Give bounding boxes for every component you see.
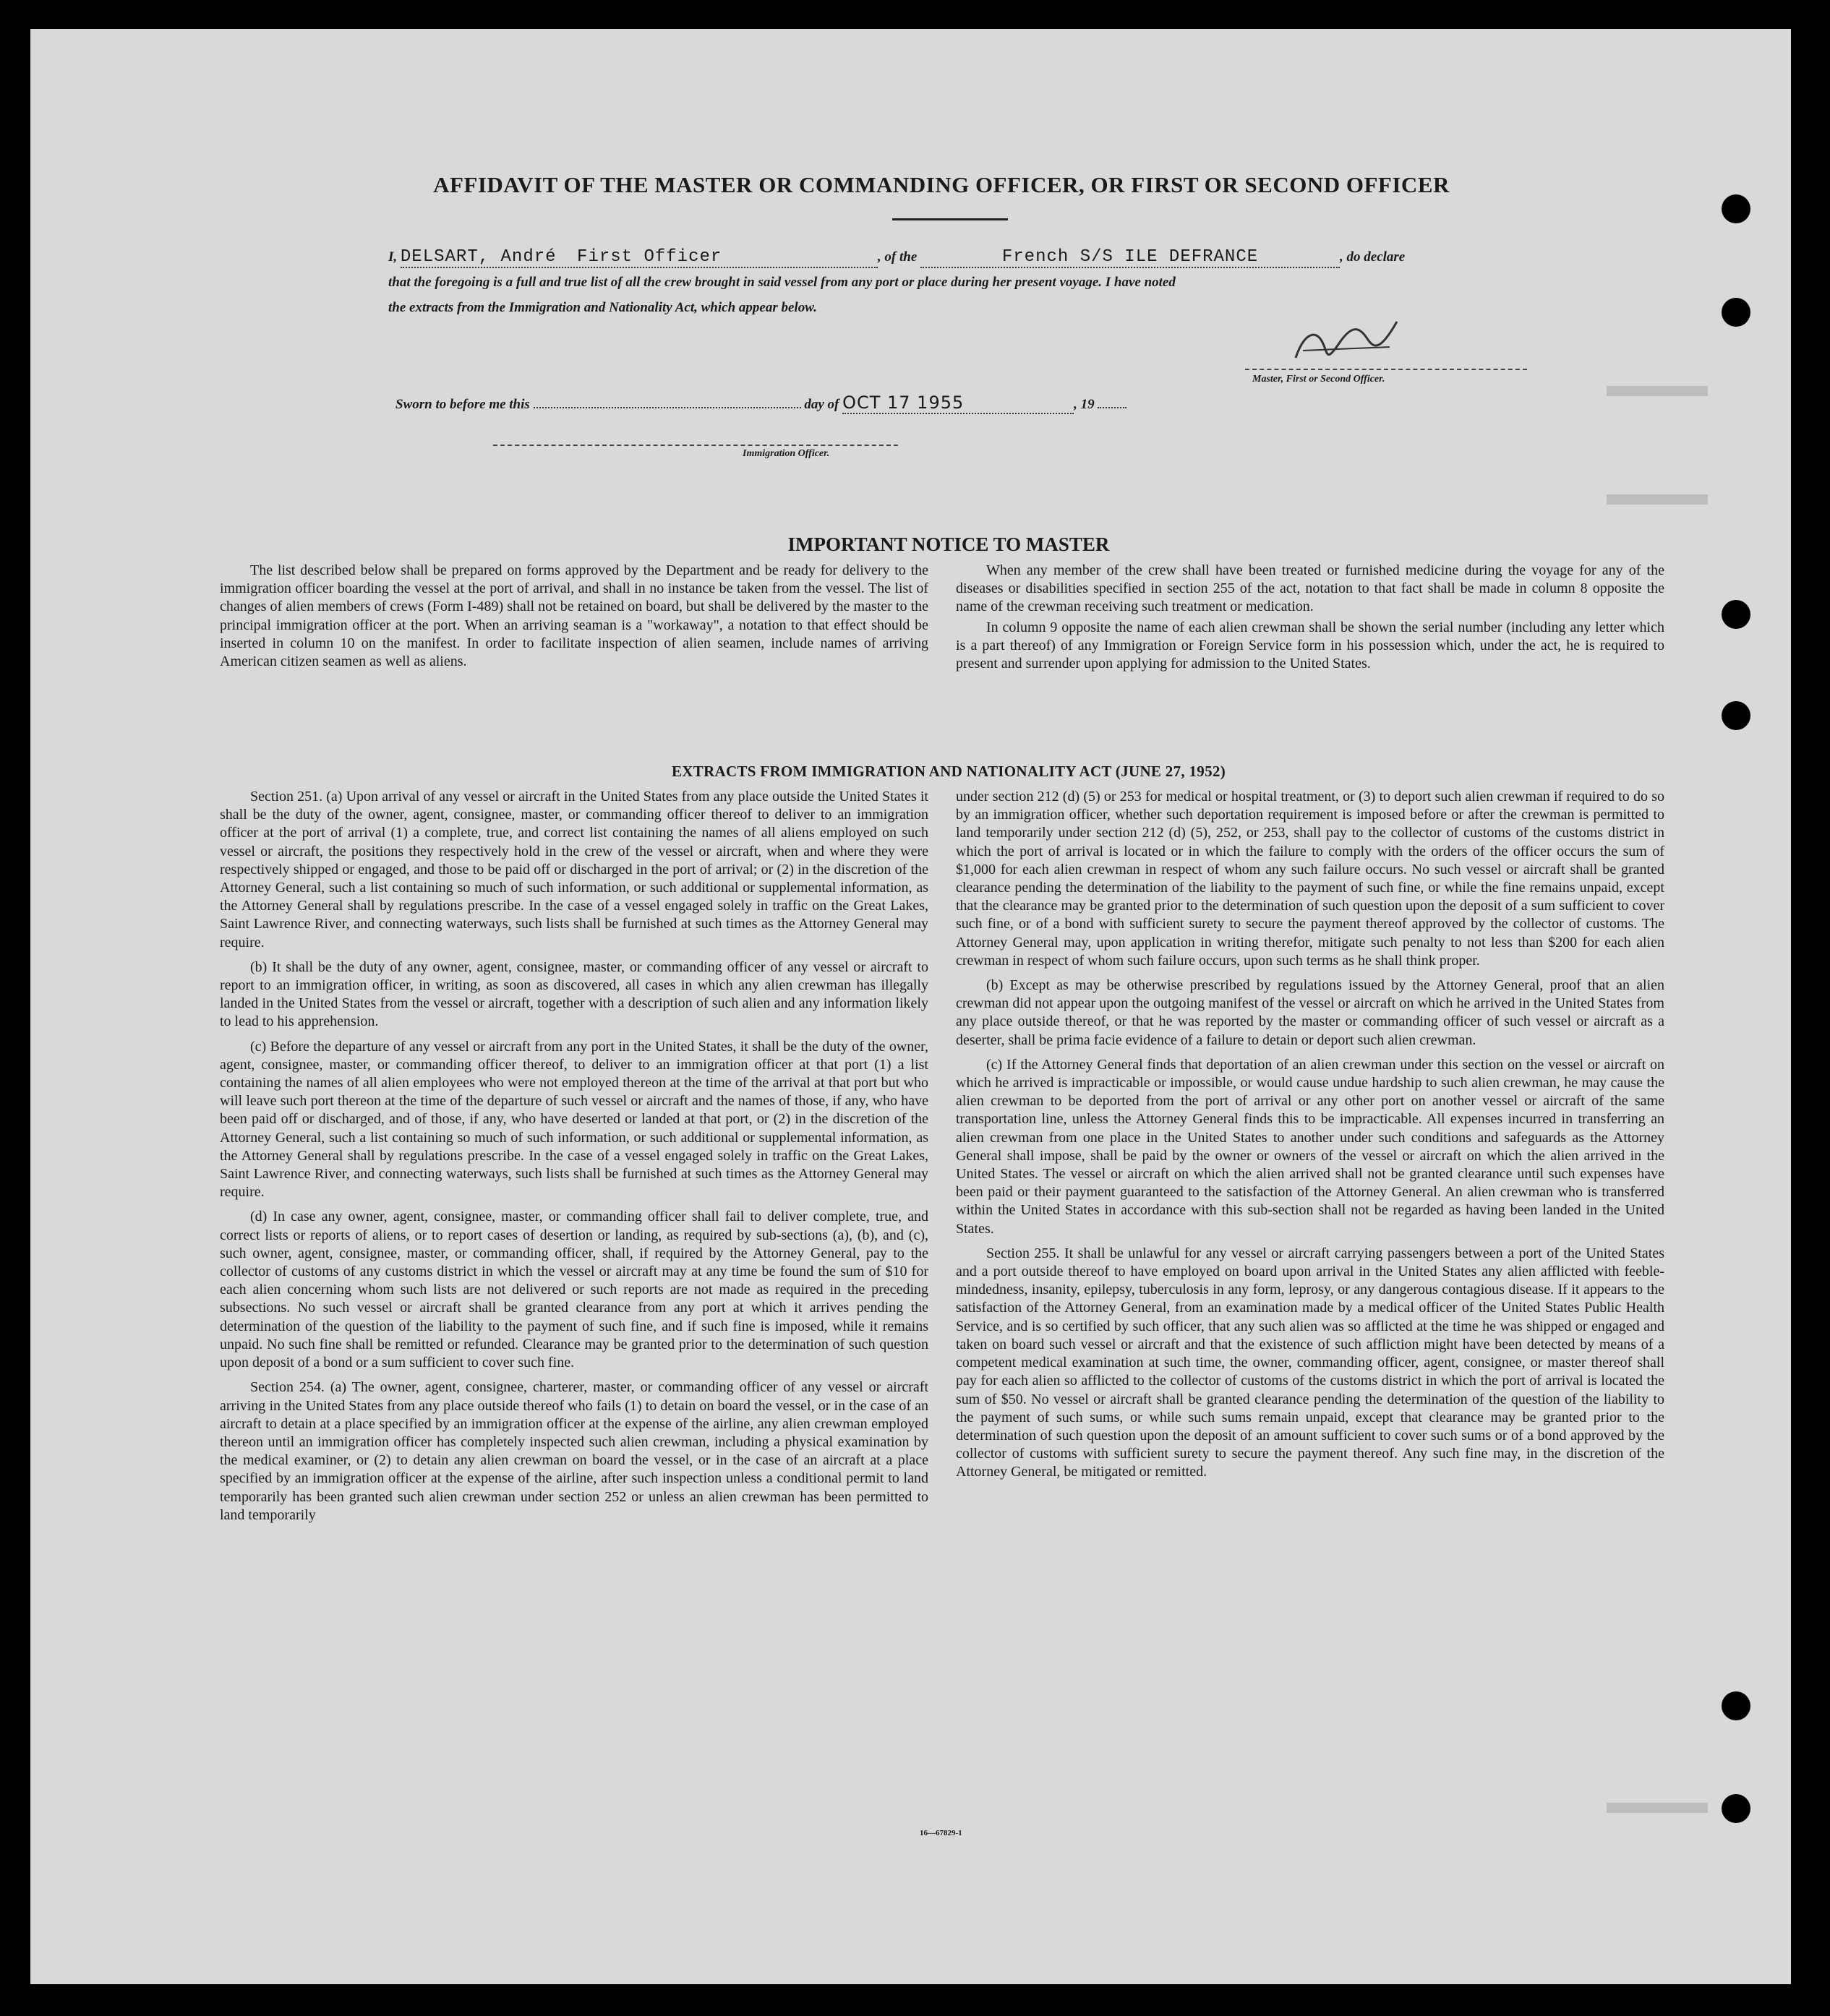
section-251a: Section 251. (a) Upon arrival of any vessel or aircraft in the United States from any place outside the United States it shall be the duty of the owner, agent, consignee, master, or commanding officer thereof to deliver to an immigration officer at the port of arrival (1) a complete, true, and correct list containing the names of all aliens employed on such vessel or aircraft, the positions they respectively hold in the crew of the vessel or aircraft, when and where they were respectively shipped or engaged, and those to be paid off or discharged in the port of arrival; or (2) in the discretion of the Attorney General, such a list containing so much of such information, or such additional or supplemental information, as the Attorney General shall by regulations prescribe. In the case of a vessel engaged solely in traffic on the Great Lakes, Saint Lawrence River, and connecting waterways, such lists shall be furnished at such times as the Attorney General may require.: [220, 789, 928, 951]
binder-hole: [1722, 600, 1750, 629]
section-251c: (c) Before the departure of any vessel or aircraft from any port in the United States, it shall be the duty of the owner, agent, consignee, master, or commanding officer thereof, to deliver to an immigration officer at that port (1) a list containing the names of all alien employees who were not employed thereon at the time of the arrival at that port but who will leave such port thereon at the time of the departure of such vessel or aircraft and the names of those, if any, who have been paid off or discharged, and of those, if any, who have deserted or landed at that port, or (2) in the discretion of the Attorney General, such a list containing so much of such information, or such additional or supplemental information, as the Attorney General shall by regulations prescribe. In the case of a vessel engaged solely in traffic on the Great Lakes, Saint Lawrence River, and connecting waterways, such lists shall be furnished at such times as the Attorney General may require.: [220, 1038, 928, 1201]
binder-hole: [1722, 701, 1750, 730]
declaration-line-2: that the foregoing is a full and true list of all the crew brought in said vessel from any port or place during her present voyage. I have noted: [388, 275, 1176, 290]
section-255: Section 255. It shall be unlawful for any vessel or aircraft carrying passengers between a port of the United States and a port outside thereof to have employed on board upon arrival in the United States any alien afflicted with feeble-mindedness, insanity, epilepsy, tuberculosis in any form, leprosy, or any dangerous contagious disease. If it appears to the satisfaction of the Attorney General, from an examination made by a medical officer of the United States Public Health Service, and is so certified by such officer, that any such alien was so afflicted at the time he was shipped or engaged and taken on board such vessel or aircraft and that the existence of such affliction might have been detected by means of a competent medical examination at such time, the owner, commanding officer, agent, consignee, or master thereof shall pay for each alien so afflicted to the collector of customs of the customs district in which the port of arrival is located the sum of $50. No vessel or aircraft shall be granted clearance pending the determination of the question of the liability to the payment of such sums, or while such sums remain unpaid, except that clearance may be granted prior to the determination of such question upon the deposit of an amount sufficient to cover such sums or of a bond approved by the collector of customs with sufficient surety to secure the payment thereof. Any such fine may, in the discretion of the Attorney General, be mitigated or remitted.: [956, 1245, 1664, 1480]
signature-line: [1245, 369, 1527, 370]
officer-signature: [1281, 307, 1404, 372]
notice-right-column: [956, 562, 1664, 679]
officer-rank-field: First Officer: [577, 247, 722, 267]
immigration-officer-caption: Immigration Officer.: [743, 448, 830, 459]
extracts-title: EXTRACTS FROM IMMIGRATION AND NATIONALITY ACT (JUNE 27, 1952): [672, 763, 1226, 780]
sworn-line: [395, 393, 1523, 414]
affidavit-title: AFFIDAVIT OF THE MASTER OR COMMANDING OFFICER, OR FIRST OR SECOND OFFICER: [433, 172, 1450, 197]
form-code: 16—67829-1: [920, 1829, 962, 1837]
notice-title: IMPORTANT NOTICE TO MASTER: [787, 533, 1110, 555]
of-the-label: , of the: [877, 249, 918, 265]
section-254c: (c) If the Attorney General finds that deportation of an alien crewman under this section on the vessel or aircraft on which he arrived is impracticable or impossible, or would cause undue hardship to such alien crewman, he may cause the alien crewman to be deported from the port of arrival or any other port on another vessel or aircraft of the same transportation line, unless the Attorney General finds this to be impracticable. All expenses incurred in transferring an alien crewman from one place in the United States to another under such conditions and safeguards as the Attorney General shall impose, shall be paid by the owner or owners of the vessel or aircraft on which the alien arrived in the United States. The vessel or aircraft on which the alien arrived shall not be granted clearance until such expenses have been paid or their payment guaranteed to the satisfaction of the Attorney General. An alien crewman who is transferred within the United States in accordance with this sub-section shall not be regarded as having been landed in the United States.: [956, 1056, 1664, 1237]
signature-caption: Master, First or Second Officer.: [1252, 374, 1385, 385]
section-251b: (b) It shall be the duty of any owner, agent, consignee, master, or commanding officer of any vessel or aircraft to report to an immigration officer, in writing, as soon as discovered, all cases in which any alien crewman has illegally landed in the United States from the vessel or aircraft, together with a description of such alien and any information likely to lead to his apprehension.: [220, 958, 928, 1030]
notice-left-column: [220, 562, 928, 677]
binder-hole: [1722, 1691, 1750, 1720]
notice-paragraph: In column 9 opposite the name of each alien crewman shall be shown the serial number (including any letter which is a part thereof) of any Immigration or Foreign Service form in his possession which, under the act, he is required to present and surrender upon applying for admission to the United States.: [956, 619, 1664, 672]
binder-hole: [1722, 194, 1750, 223]
bleed-through-mark: [1607, 369, 1708, 396]
bleed-through-mark: [1607, 1785, 1708, 1813]
section-254a: Section 254. (a) The owner, agent, consignee, charterer, master, or commanding officer of any vessel or aircraft arriving in the United States from any place outside thereof who fails (1) to detain on board the vessel, or in the case of an aircraft to detain at a place specified by an immigration officer at the expense of the airline, any alien crewman employed thereon until an immigration officer has completely inspected such alien crewman, including a physical examination by the medical examiner, or (2) to detain any alien crewman on board the vessel, or in the case of an aircraft at a place specified by an immigration officer at the expense of the airline, after such inspection unless a conditional permit to land temporarily has been granted such alien crewman under section 252 or unless an alien crewman has been permitted to land temporarily: [220, 1379, 928, 1523]
immigration-officer-line: [493, 445, 898, 446]
section-254a-continued: under section 212 (d) (5) or 253 for medical or hospital treatment, or (3) to deport such alien crewman if required to do so by an immigration officer, whether such deportation requirement is imposed before or after the crewman is permitted to land temporarily under section 212 (d) (5), 252, or 253, shall pay to the collector of customs of the customs district in which the port of arrival is located or in which the failure to comply with the orders of the officer occurs the sum of $1,000 for each alien crewman in respect of whom any such failure occurs. No such vessel or aircraft shall be granted clearance pending the determination of the liability to the payment of such fine, or while the fine remains unpaid, except that the clearance may be granted prior to the determination of such question upon the deposit of a sum sufficient to cover such fine, or of a bond with sufficient surety to secure the payment thereof approved by the collector of customs. The Attorney General may, upon application in writing therefor, mitigate such penalty to not less than $200 for each alien crewman in respect of whom such failure occurs, upon such terms as he shall think proper.: [956, 789, 1664, 969]
day-of-label: day of: [804, 397, 839, 412]
sworn-date-stamp: OCT 17 1955: [842, 393, 965, 413]
binder-hole: [1722, 1794, 1750, 1823]
bleed-through-mark: [1607, 477, 1708, 505]
officer-name-field: DELSART, André: [400, 247, 557, 267]
declaration-line-3: the extracts from the Immigration and Nationality Act, which appear below.: [388, 300, 817, 315]
extracts-left-column: [220, 788, 928, 1531]
binder-hole: [1722, 298, 1750, 327]
notice-paragraph: The list described below shall be prepared on forms approved by the Department and be ready for delivery to the immigration officer boarding the vessel at the port of arrival, and shall in no instance be taken from the vessel. The list of changes of alien members of crews (Form I-489) shall not be retained on board, but shall be delivered by the master to the principal immigration officer at the port. When an arriving seaman is a "workaway", a notation to that effect should be inserted in column 10 on the manifest. In order to facilitate inspection of alien seamen, include names of arriving American citizen seamen as well as aliens.: [220, 562, 928, 670]
do-declare-label: , do declare: [1340, 249, 1406, 265]
title-rule: [892, 218, 1008, 220]
decl-i: I,: [388, 249, 398, 265]
declaration-line-1: [388, 247, 1516, 268]
sworn-label: Sworn to before me this: [395, 397, 530, 412]
section-251d: (d) In case any owner, agent, consignee, master, or commanding officer shall fail to deliver complete, true, and correct lists or reports of aliens, or to report cases of desertion or landing, as required by sub-sections (a), (b), and (c), such owner, agent, consignee, master, or commanding officer, shall, if required by the Attorney General, pay to the collector of customs of any customs district in which the vessel or aircraft may at any time be found the sum of $10 for each alien concerning whom such lists are not delivered or such reports are not made as required in the preceding subsections. No such vessel or aircraft shall be granted clearance from any port at which it arrives pending the determination of the question of the liability to the payment of such fine, and if such fine is imposed, while it remains unpaid. No such fine shall be remitted or refunded. Clearance may be granted prior to the determination of such question upon deposit of a bond or a sum sufficient to cover such fine.: [220, 1209, 928, 1371]
vessel-field: French S/S ILE DEFRANCE: [1001, 247, 1259, 267]
notice-paragraph: When any member of the crew shall have been treated or furnished medicine during the voyage for any of the diseases or disabilities specified in section 255 of the act, notation to that fact shall be made in column 8 opposite the name of the crewman receiving such treatment or medication.: [956, 562, 1664, 615]
section-254b: (b) Except as may be otherwise prescribed by regulations issued by the Attorney General, proof that an alien crewman did not appear upon the outgoing manifest of the vessel or aircraft on which he arrived in the United States from any place outside thereof, or that he was reported by the master or commanding officer of such vessel or aircraft as a deserter, shall be prima facie evidence of a failure to detain or deport such alien crewman.: [956, 977, 1664, 1048]
document-page: [30, 29, 1791, 1984]
extracts-right-column: [956, 788, 1664, 1488]
nineteen-label: , 19: [1074, 397, 1095, 412]
